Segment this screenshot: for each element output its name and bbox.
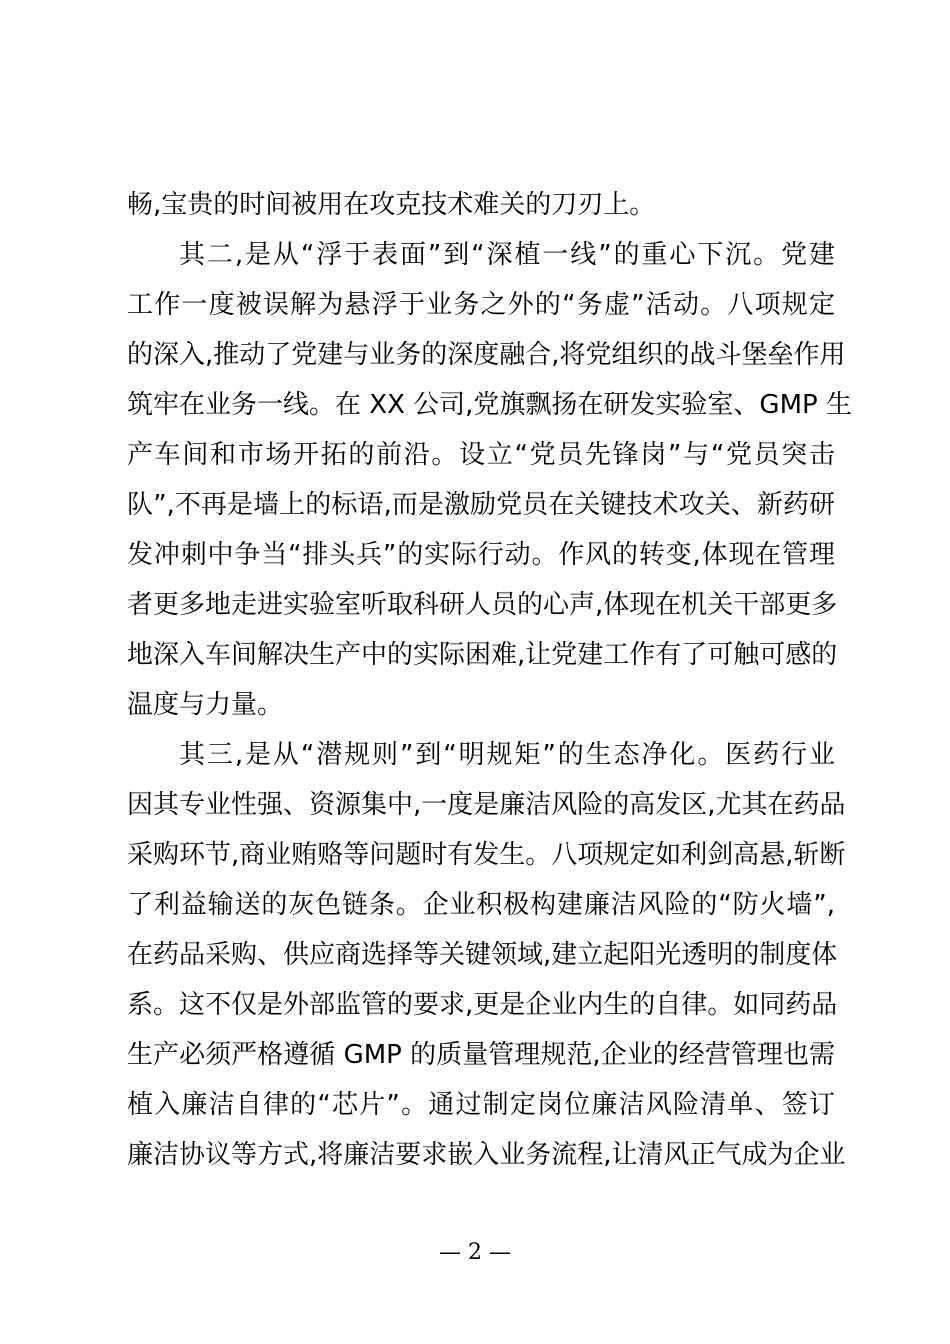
- paragraph-3-line-7: 生产必须严格遵循 GMP 的质量管理规范,企业的经营管理也需: [127, 1040, 835, 1070]
- paragraph-2-line-4: 筑牢在业务一线。在 XX 公司,党旗飘扬在研发实验室、GMP 生: [127, 390, 852, 420]
- paragraph-3-line-5: 在药品采购、供应商选择等关键领域,建立起阳光透明的制度体: [127, 940, 838, 970]
- paragraph-2-line-3: 的深入,推动了党建与业务的深度融合,将党组织的战斗堡垒作用: [127, 340, 846, 370]
- paragraph-1-line-1: 畅,宝贵的时间被用在攻克技术难关的刀刃上。: [127, 190, 656, 220]
- paragraph-2-line-9: 地深入车间解决生产中的实际困难,让党建工作有了可触可感的: [127, 640, 838, 670]
- paragraph-2-line-2: 工作一度被误解为悬浮于业务之外的“务虚”活动。八项规定: [127, 290, 835, 320]
- paragraph-2-line-1: 其二,是从“浮于表面”到“深植一线”的重心下沉。党建: [179, 240, 835, 270]
- page-number: — 2 —: [439, 1240, 511, 1265]
- paragraph-3-line-9: 廉洁协议等方式,将廉洁要求嵌入业务流程,让清风正气成为企业: [127, 1140, 846, 1170]
- paragraph-2-line-6: 队”,不再是墙上的标语,而是激励党员在关键技术攻关、新药研: [127, 490, 835, 520]
- paragraph-3-line-2: 因其专业性强、资源集中,一度是廉洁风险的高发区,尤其在药品: [127, 790, 846, 820]
- paragraph-3-line-6: 系。这不仅是外部监管的要求,更是企业内生的自律。如同药品: [127, 990, 838, 1020]
- paragraph-2-line-5: 产车间和市场开拓的前沿。设立“党员先锋岗”与“党员突击: [127, 440, 835, 470]
- paragraph-2-line-10: 温度与力量。: [127, 690, 284, 720]
- paragraph-3-line-1: 其三,是从“潜规则”到“明规矩”的生态净化。医药行业: [179, 740, 835, 770]
- paragraph-3-line-8: 植入廉洁自律的“芯片”。通过制定岗位廉洁风险清单、签订: [127, 1090, 835, 1120]
- paragraph-2-line-8: 者更多地走进实验室听取科研人员的心声,体现在机关干部更多: [127, 590, 838, 620]
- paragraph-3-line-4: 了利益输送的灰色链条。企业积极构建廉洁风险的“防火墙”,: [127, 890, 835, 920]
- paragraph-3-line-3: 采购环节,商业贿赂等问题时有发生。八项规定如利剑高悬,斩断: [127, 840, 846, 870]
- paragraph-2-line-7: 发冲刺中争当“排头兵”的实际行动。作风的转变,体现在管理: [127, 540, 835, 570]
